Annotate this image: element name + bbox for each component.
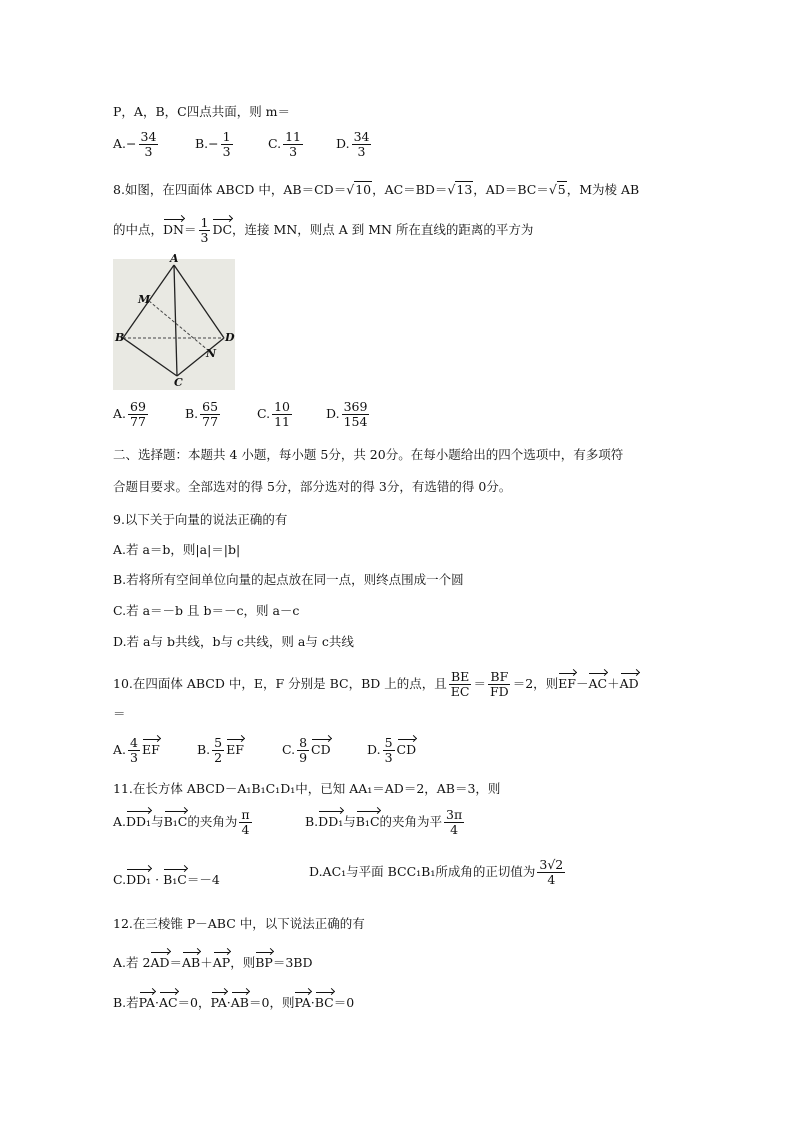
q11-option-d[interactable]: D.AC₁与平面 BCC₁B₁所成角的正切值为 $\frac{3√2}{4}$ [309,857,564,887]
q7-stem: P，A，B，C四点共面，则 m＝ [113,104,291,119]
q8-stem-line1: 8.如图，在四面体 ABCD 中，AB＝CD＝√10，AC＝BD＝√13，AD＝BC＝√5，M为棱 AB [113,182,640,197]
q10-option-b[interactable]: B. $\frac{5}{2}$ EF [197,735,244,765]
q7-option-c[interactable]: C. $\frac{11}{3}$ [268,129,301,159]
q11-stem: 11.在长方体 ABCD－A₁B₁C₁D₁中，已知 AA₁＝AD＝2，AB＝3，则 [113,781,501,796]
q9-stem: 9.以下关于向量的说法正确的有 [113,512,288,527]
q10-stem: 10.在四面体 ABCD 中，E，F 分别是 BC，BD 上的点，且 $\frac{BE}{EC}$ ＝ $\frac{BF}{FD}$ ＝2，则EF－AC＋AD [113,669,639,699]
tetrahedron-diagram [113,259,235,390]
vertex-c-label: C [174,376,183,389]
q8-option-d[interactable]: D. $\frac{369}{154}$ [326,399,368,429]
q10-option-a[interactable]: A. $\frac{4}{3}$ EF [113,735,160,765]
q9-option-d[interactable]: D.若 a与 b共线，b与 c共线，则 a与 c共线 [113,634,354,649]
q11-option-b[interactable]: B.DD₁与B₁C的夹角为平 $\frac{3\pi}{4}$ [305,807,463,837]
vertex-d-label: D [225,331,235,344]
q7-option-b[interactable]: B.− $\frac{1}{3}$ [195,129,231,159]
q11-option-c[interactable]: C.DD₁ · B₁C＝－4 [113,872,220,887]
point-n-label: N [206,347,217,360]
q7-option-a[interactable]: A.− $\frac{34}{3}$ [113,129,157,159]
section2-instructions-line1: 二、选择题：本题共 4 小题，每小题 5分，共 20分。在每小题给出的四个选项中，有多项符 [113,447,624,462]
q8-option-b[interactable]: B. $\frac{65}{77}$ [185,399,219,429]
q8-option-c[interactable]: C. $\frac{10}{11}$ [257,399,290,429]
edge-ac [174,265,177,376]
q7-option-d[interactable]: D. $\frac{34}{3}$ [336,129,370,159]
vertex-a-label: A [170,252,179,265]
q8-stem-line2: 的中点，DN＝ $\frac{1}{3}$ DC，连接 MN，则点 A 到 MN 所在直线的距离的平方为 [113,215,534,245]
q9-option-a[interactable]: A.若 a＝b，则|a|＝|b| [113,542,241,557]
q9-option-b[interactable]: B.若将所有空间单位向量的起点放在同一点，则终点围成一个圆 [113,572,464,587]
q10-stem-cont: ＝ [113,706,126,721]
edge-ad [174,265,224,338]
edge-bc [123,338,177,376]
tetrahedron-figure [113,252,235,390]
q10-option-d[interactable]: D. $\frac{5}{3}$ CD [367,735,417,765]
q12-stem: 12.在三棱锥 P－ABC 中，以下说法正确的有 [113,916,365,931]
section2-instructions-line2: 合题目要求。全部选对的得 5分，部分选对的得 3分，有选错的得 0分。 [113,479,512,494]
q12-option-b[interactable]: B.若PA·AC＝0，PA·AB＝0，则PA·BC＝0 [113,995,355,1010]
segment-mn [149,301,209,351]
q8-option-a[interactable]: A. $\frac{69}{77}$ [113,399,146,429]
q10-option-c[interactable]: C. $\frac{8}{9}$ CD [282,735,331,765]
q9-option-c[interactable]: C.若 a＝－b 且 b＝－c，则 a－c [113,603,300,618]
vertex-b-label: B [115,331,125,344]
point-m-label: M [138,293,151,306]
q12-option-a[interactable]: A.若 2AD＝AB＋AP，则BP＝3BD [113,955,313,970]
q11-option-a[interactable]: A.DD₁与B₁C的夹角为 $\frac{\pi}{4}$ [113,807,250,837]
